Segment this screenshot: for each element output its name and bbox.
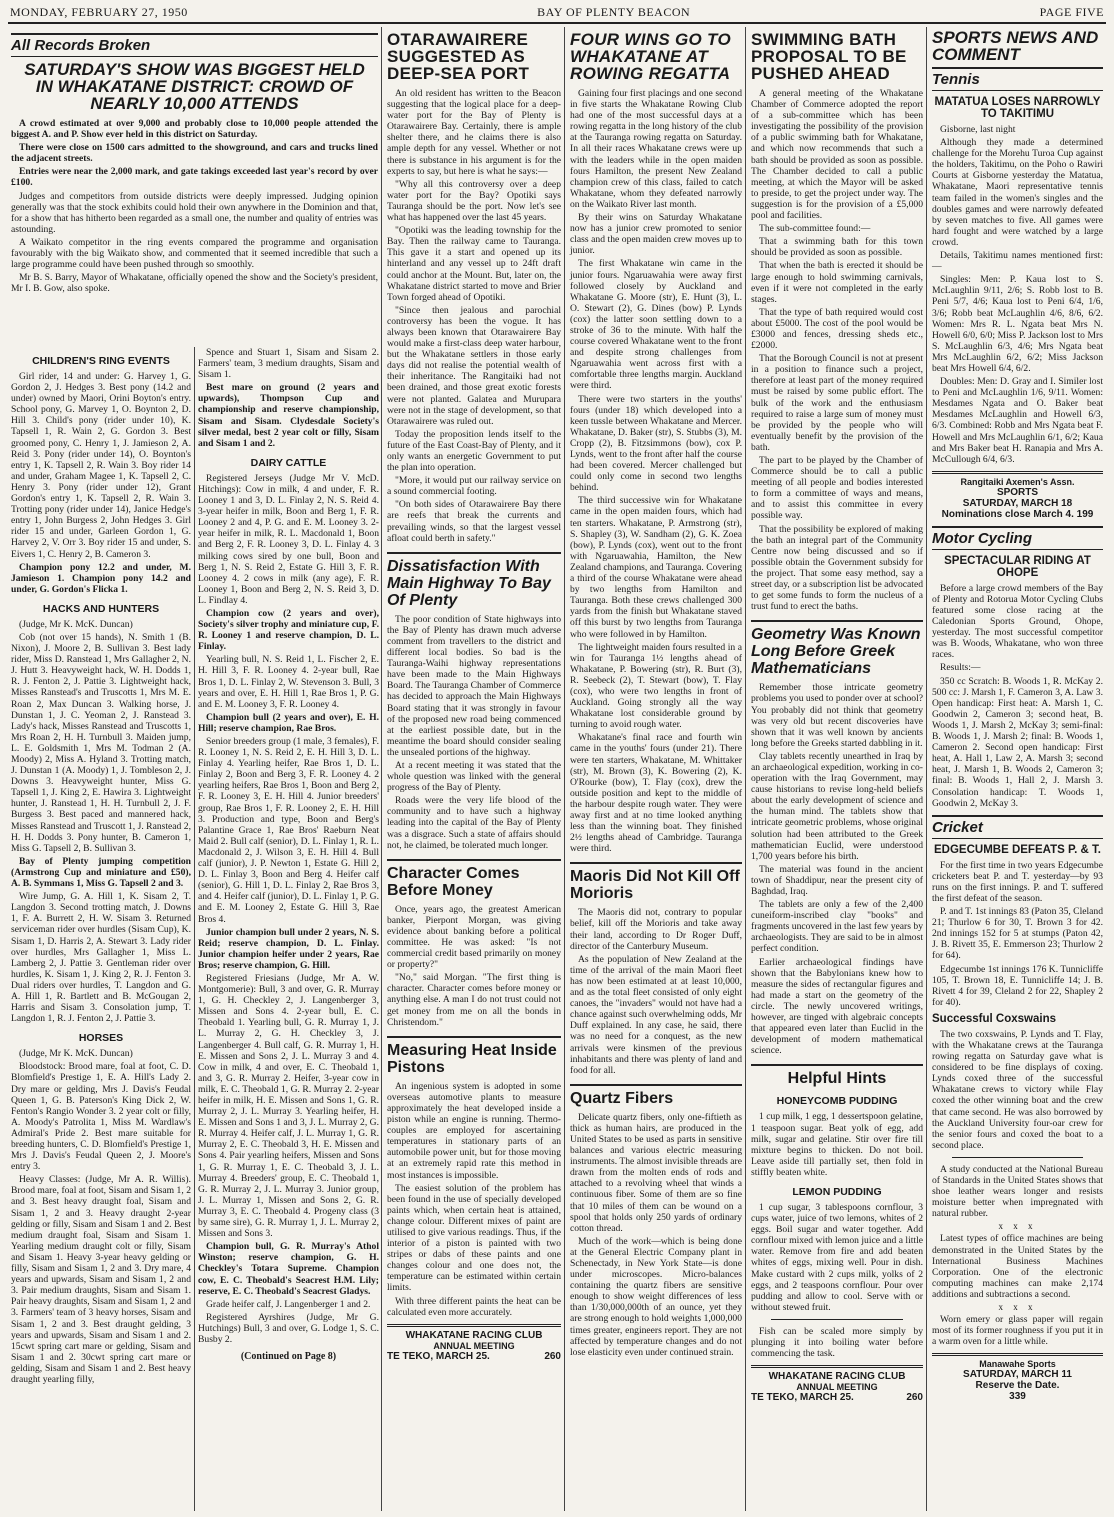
story-paragraph: Before a large crowd members of the Bay of Plenty and Rotorua Motor Cycling Clubs featured some close racing at the Caledonian Sports Ground, Ohope, yesterday. The most successful competitor was B. Woods, Whakatane, who won three races. bbox=[932, 582, 1103, 661]
lead-paragraph: Judges and competitors from outside districts were deeply impressed. Judging opinion generally was that the stock exhibits could hold their own anywhere in the Dominion and that, for a show that has hitherto been regarded as a small one, the number and quality of entries was astounding. bbox=[11, 190, 378, 235]
story-paragraph: Delicate quartz fibers, only one-fiftieth as thick as human hairs, are produced in the United States to be used as parts in sensitive balances and various electric measuring instruments. The almost invisible threads are drawn from the molten ends of rods and attached to a revolving wheel that winds a continuous fiber. Some of them are so fine that 10 miles of them can be wound on a spool that holds only 250 yards of ordinary cotton thread. bbox=[570, 1111, 742, 1234]
story-paragraph: The sub-committee found:— bbox=[759, 223, 871, 235]
lead-intro-paragraph: A crowd estimated at over 9,000 and probably close to 10,000 people attended the biggest A. and P. Show ever held in this district on Saturday. bbox=[11, 118, 378, 141]
lead-kicker: All Records Broken bbox=[11, 33, 378, 57]
results-paragraph: Yearling bull, N. S. Reid 1, L. Fischer 2, E. H. Hill 3, F. R. Looney 4. 2-year bull, Rae Bros 1, D. L. Finlay 2, W. Stevenson 3. Bull, 3 years and over, E. H. Hill 1, Rae Bros 1, P. G. and E. M. Looney 3, F. R. Looney 4. bbox=[198, 654, 379, 710]
coxswains-headline: Successful Coxswains bbox=[932, 1012, 1056, 1025]
maoris-story bbox=[570, 907, 742, 1075]
pistons-headline: Measuring Heat Inside Pistons bbox=[387, 1036, 561, 1076]
divider bbox=[771, 1319, 903, 1320]
lead-intro-paragraph: Entries were near the 2,000 mark, and gate takings exceeded last year's record by over £100. bbox=[11, 166, 378, 189]
results-paragraph: Champion bull, G. R. Murray's Athol Winston; reserve champion, G. H. Checkley's Totara Supreme. Champion cow, E. C. Theobald's Seacrest H.M. Lily; reserve, E. C. Theobald's Seacrest Gladys. bbox=[198, 1241, 379, 1297]
results-paragraph: Champion bull (2 years and over), E. H. Hill; reserve champion, Rae Bros. bbox=[198, 711, 379, 734]
hints-headline: Helpful Hints bbox=[751, 1064, 923, 1087]
lead-headline: SATURDAY'S SHOW WAS BIGGEST HELD IN WHAKATANE DISTRICT: CROWD OF NEARLY 10,000 ATTENDS bbox=[24, 60, 365, 113]
quartz-headline: Quartz Fibers bbox=[570, 1084, 742, 1107]
rowing-story bbox=[570, 88, 742, 854]
results-paragraph: (Judge, Mr K. McK. Duncan) bbox=[19, 1048, 133, 1060]
story-paragraph: Once, years ago, the greatest American banker, Pierpont Morgan, was giving evidence about banking before a political committee. He was asked: "Is not commercial credit based primarily on money or property?" bbox=[387, 903, 561, 971]
rowing-headline: FOUR WINS GO TO WHAKATANE AT ROWING REGATTA bbox=[570, 30, 731, 83]
story-paragraph: Gisborne, last night bbox=[940, 124, 1016, 135]
results-paragraph: (Judge, Mr K. McK. Duncan) bbox=[19, 618, 133, 630]
recipe2-text: 1 cup sugar, 3 tablespoons cornflour, 3 cups water, juice of two lemons, whites of 2 eggs. Boil sugar and water together. Add cornflour mixed with lemon juice and a little water. Remove from fire and add beaten whites of eggs, mixing well. Pour in dish. Make custard with 2 cups milk, yolks of 2 eggs, and 2 teaspoons cornflour. Pour over pudding and allow to cool. Serve with or without stewed fruit. bbox=[751, 1201, 923, 1313]
story-paragraph: The first Whakatane win came in the junior fours. Ngaruawahia were away first followed closely by Auckland and Whakatane G. Moore (str), E. Hunt (3), L. O. Stewart (2), G. Dines (bow) P. Lynds (cox) the latter soon settling down to a stroke of 36 to the minute. With half the course covered Whakatane went to the front and despite strong challenges from Ngaruawahia went across first with a comfortable three lengths margin. Auckland were third. bbox=[570, 258, 742, 392]
results-paragraph: Champion pony 12.2 and under, M. Jamieson 1. Champion pony 14.2 and under, G. Gordon's Flicka 1. bbox=[11, 561, 191, 595]
separator-marks: x x x bbox=[998, 1301, 1037, 1312]
column-sports bbox=[929, 27, 1106, 1511]
story-paragraph: The poor condition of State highways into the Bay of Plenty has drawn much adverse comment from travellers to the district and different local bodies. So bad is the Tauranga-Waihi highway representations have been made to the Main Highways Board. The Tauranga Chamber of Commerce has decided to approach the Main Highways Board stating that it was strongly in favour of the proposed new road being commenced at the earliest possible date, but in the meantime the board should consider sealing the unsealed portions of the highway. bbox=[387, 613, 561, 758]
issue-date: MONDAY, FEBRUARY 27, 1950 bbox=[10, 5, 188, 19]
port-headline: OTARAWAIRERE SUGGESTED AS DEEP-SEA PORT bbox=[387, 30, 530, 83]
lead-intro bbox=[11, 118, 378, 189]
tennis-headline: MATATUA LOSES NARROWLY TO TAKITIMU bbox=[934, 96, 1101, 120]
story-paragraph: The material was found in the ancient town of Shaddipur, near the present city of Baghdad, Iraq. bbox=[751, 863, 923, 897]
maoris-headline: Maoris Did Not Kill Off Morioris bbox=[570, 862, 742, 902]
fish-tip: Fish can be scaled more simply by plunging it into boiling water before commencing the task. bbox=[751, 1325, 923, 1360]
lead-paragraph: A Waikato competitor in the ring events compared the programme and organisation favourably with the big Waikato show, and commented that it seemed incredible that such a large programme could have been pushed through so smoothly. bbox=[11, 236, 378, 271]
continued-note: (Continued on Page 8) bbox=[240, 1351, 337, 1363]
ad-title: WHAKATANE RACING CLUB bbox=[405, 1329, 543, 1341]
ad-sub: ANNUAL MEETING bbox=[433, 1340, 515, 1351]
racing-club-ad-2 bbox=[751, 1365, 923, 1403]
story-paragraph: The easiest solution of the problem has been found in the use of specially developed paints which, when certain heat is attained, change colour. Different mixes of paint are utilised to give various readings. Thus, if the interior of a piston is painted with two stripes or dabs of these paints and one changes colour and one does not, the temperature can be estimated within certain limits. bbox=[387, 1182, 561, 1294]
story-paragraph: Earlier archaeological findings have shown that the Babylonians knew how to measure the sides of rectangular figures and had made a start on the geometry of the circle. The newly uncovered writings, however, are tinged with algebraic concepts that appeared even later than Euclid in the development of modern mathematical science. bbox=[751, 956, 923, 1057]
story-paragraph: Today the proposition lends itself to the future of the East Coast-Bay of Plenty, and it only wants an energetic Government to put the plan into operation. bbox=[387, 428, 561, 474]
story-paragraph: With three different paints the heat can be calculated even more accurately. bbox=[387, 1295, 561, 1318]
recipe1-title: HONEYCOMB PUDDING bbox=[776, 1095, 898, 1108]
story-paragraph: That the type of bath required would cost about £5000. The cost of the pool would be £3000 and fences, dressing sheds etc., £2000. bbox=[751, 306, 923, 352]
racing-club-ad bbox=[387, 1324, 561, 1362]
divider bbox=[952, 1157, 1083, 1158]
lead-story-column bbox=[8, 27, 382, 1511]
story-paragraph: "More, it would put our railway service on a sound commercial footing. bbox=[387, 475, 561, 498]
swimming-story bbox=[751, 88, 923, 612]
coxswains-story: The two coxswains, P. Lynds and T. Flay, with the Whakatane crews at the Tauranga rowing regatta on Saturday gave what is considered to be fine displays of coxing. Lynds coxed three of the successful Whakatane crews to victory while Flay coxed the other winning boat and the crew that came second. He was also borrowed by the Auckland University four-oar crew for the senior fours and coxed the boat to a second place. bbox=[932, 1028, 1103, 1151]
story-paragraph: An ingenious system is adopted in some overseas automotive plants to measure approximately the heat developed inside a piston while an engine is running. Thermo-couples are employed for ascertaining temperatures in stationary parts of an automobile power unit, but for those moving at an extremely rapid rate this method in most instances is impossible. bbox=[387, 1080, 561, 1181]
highway-headline: Dissatisfaction With Main Highway To Bay Of Plenty bbox=[387, 552, 561, 609]
ad-num: 260 bbox=[544, 1350, 561, 1362]
results-paragraph: Senior breeders group (1 male, 3 females), F. R. Looney 1, N. S. Reid 2, E. H. Hill 3, D. L. Finlay 4. Yearling heifer, Rae Bros 1, D. L. Finlay 2, Boon and Berg 3, F. R. Looney 4. 2 yearling heifers, Rae Bros 1, Boon and Berg 2, F. R. Looney 3, E. H. Hill 4. Junior breeders' group, Rae Bros 1, F. R. Looney 2, E. H. Hill 3. Production and type, Boon and Berg's Palantine Grace 1, Rae Bros' Raeburn Neat Maid 2. Bull calf (senior), D. L. Finlay 1, R. L. Macdonald 2, J. Wilson 3, E. H. Hill 4. Bull calf (junior), J. P. Newton 1, Estate G. Hill 2, D. L. Finlay 3, Boon and Berg 4. Heifer calf (senior), G. Hill 1, D. L. Finlay 2, Rae Bros 3, and 4. Heifer calf (junior), D. L. Finlay 1, P. G. and E. M. Looney 2, Estate G. Hill 3, Rae Bros 4. bbox=[198, 736, 379, 925]
recipe2-title: LEMON PUDDING bbox=[792, 1185, 882, 1198]
swimming-headline: SWIMMING BATH PROPOSAL TO BE PUSHED AHEAD bbox=[751, 30, 907, 83]
results-heading: HACKS AND HUNTERS bbox=[42, 602, 160, 615]
column-swimming bbox=[748, 27, 927, 1511]
story-paragraph: Doubles: Men: D. Gray and I. Similer lost to Peni and McLaughlin 1/6, 9/11. Women: Mesdames Ngata and O. Baker beat Mesdames McLaughlin and Howell 6/3, 6/3. Combined: Robb and Mrs Ngata beat F. Howell and Mrs McLaughlin 6/1, 6/2; Kaua and Mrs Baker beat H. Ranapia and Mrs A. McCullough 6/4, 6/3. bbox=[932, 376, 1103, 465]
results-paragraph: Best mare on ground (2 years and upwards), Thompson Cup and championship and reserve championship, Sisam and Sisam. Clydesdale Society's silver medal, best 2 year colt or filly, Sisam and Sisam 1 and 2. bbox=[198, 382, 379, 449]
story-paragraph: At a recent meeting it was stated that the whole question was linked with the general progress of the Bay of Plenty. bbox=[387, 759, 561, 794]
results-paragraph: Grade heifer calf, J. Langenberger 1 and 2. bbox=[206, 1298, 371, 1310]
story-paragraph: An old resident has written to the Beacon suggesting that the logical place for a deep-water port for the Bay of Plenty is Otarawairere Bay. Certainly, there is ample shelter there, and he claims there is also ample depth for any vessel. Whether or not there is substance in his argument is for the experts to say, but here is what he says:— bbox=[387, 88, 561, 177]
lead-intro-paragraph: There were close on 1500 cars admitted to the showground, and cars and trucks lined the adjacent streets. bbox=[11, 142, 378, 165]
results-paragraph: Wire Jump, G. A. Hill 1, K. Sisam 2, T. Langdon 3. Second trotting match, J. Downs 1, F. A. Burrett 2, H. W. Sisam 3. Returned serviceman rider over hurdles (Sisam Cup), K. Sisam 1, D. Harris 2, A. Stewart 3. Lady rider over hurdles, Mrs Gallagher 1, Miss L. Lamberg 2, J. Pattie 3. Gentleman rider over hurdles, K. Sisam 1, J. King 2, R. J. Fenton 3. Dual riders over hurdles, T. Langdon and G. A. Hill 1, R. Bartlett and B. McGougan 2, Harris and Sisam 3. Consolation jump, T. Langdon 1, R. J. Fenton 2, J. Pattie 3. bbox=[11, 891, 191, 1025]
ad-line: 339 bbox=[1009, 1391, 1026, 1403]
manawahe-ad bbox=[932, 1353, 1103, 1402]
story-paragraph: A general meeting of the Whakatane Chamber of Commerce adopted the report of a sub-committee which has been investigating the possibility of the provision of a public swimming bath for Whakatane, and which now recommends that such a bath should be provided as soon as possible. The Chamber decided to call a public meeting, at which the Mayor will be asked to preside, to get the project under way. The suggestion is for the provision of a £5,000 pool and facilities. bbox=[751, 88, 923, 222]
ad-line: Nominations close March 4. 199 bbox=[941, 508, 1094, 520]
story-paragraph: "Opotiki was the leading township for the Bay. Then the railway came to Tauranga. This gave it a start and opened up its hinterland and any vessel up to 24ft draft could anchor at the Mount. But, later on, the Whakatane district started to move and Brier Town forged ahead of Opotiki. bbox=[387, 225, 561, 303]
ad-line: Reserve the Date. bbox=[975, 1380, 1060, 1392]
story-paragraph: As the population of New Zealand at the time of the arrival of the main Maori fleet has now been estimated at at least 10,000, and as the total fleet consisted of only eight canoes, the "invaders" would not have had a chance against such overwhelming odds, Mr Duff explained. In any case, he said, there was no need for a conquest, as the new arrivals were kinsmen of the previous inhabitants and there was plenty of land and food for all. bbox=[570, 953, 742, 1076]
ad-line: SATURDAY, MARCH 18 bbox=[962, 497, 1073, 509]
paper-name: BAY OF PLENTY BEACON bbox=[537, 5, 691, 19]
story-paragraph: Edgecumbe 1st innings 176 K. Tunnicliffe 105, T. Brown 18, E. Tunnicliffe 14; J. B. Rivett 4 for 39, Cleland 2 for 22, Shapley 2 for 40). bbox=[932, 963, 1103, 1008]
story-paragraph: Singles: Men: P. Kaua lost to S. McLaughlin 9/11, 2/6; S. Robb lost to B. Peni 5/7, 4/6; Kaua lost to Peni 6/4, 1/6, 3/6; Robb beat McLaughlin 4/6, 8/6, 6/2. Women: Mrs R. L. Ngata beat Mrs N. Howell 6/0, 6/0; Miss P. Jackson lost to Mrs S. McLaughlin 6/3, 4/6; Mrs Ngata beat Mrs McLaughlin 6/2, 6/2; Miss Jackson beat Mrs Howell 6/4, 6/2. bbox=[932, 274, 1103, 374]
lead-paragraph: Mr B. S. Barry, Mayor of Whakatane, officially opened the show and the Society's president, Mr I. B. Gow, also spoke. bbox=[11, 272, 378, 295]
story-paragraph: Roads were the very life blood of the community and to have such a highway leading into the capital of the Bay of Plenty was a disgrace. Such a state of affairs should not, he claimed, be tolerated much longer. bbox=[387, 795, 561, 851]
ad-line: Rangitaiki Axemen's Assn. bbox=[960, 476, 1075, 487]
results-paragraph: Bloodstock: Brood mare, foal at foot, C. D. Blomfield's Prestige 1, E. A. Hill's Lady 2. Dry mare or gelding, Mrs J. Davis's Feudal Queen 1, G. B. Paterson's King Dick 2, W. Fenton's Rangio Wonder 3. 2 year colt or filly, A. Moody's Patrolita 1, Miss M. Wardlaw's Admiral's Pride 2. Best mare suitable for breeding hunters, C. D. Blomfield's Prestige 1, Mrs J. Davis's Feudal Queen 2, J. Moore's entry 3. bbox=[11, 1061, 191, 1173]
cricket-section: Cricket bbox=[932, 815, 1103, 839]
page-number: PAGE FIVE bbox=[1039, 5, 1104, 19]
story-paragraph: The part to be played by the Chamber of Commerce should be to call a public meeting of all people and bodies interested to form a committee of ways and means, and to assist this committee in every possible way. bbox=[751, 455, 923, 522]
cricket-headline: EDGECUMBE DEFEATS P. & T. bbox=[934, 843, 1101, 856]
story-paragraph: Much of the work—which is being done at the General Electric Company plant in Schenectady, in New York State—is done under microscopes. Micro-balances containing the quartz fibers are sensitive enough to show weight differences of less than 1/30,000,000th of an ounce, yet they are strong enough to hold weights 1,000,000 times greater, engineers report. They are not affected by temperature changes and do not lose elasticity even under continued strain. bbox=[570, 1235, 742, 1358]
results-heading: CHILDREN'S RING EVENTS bbox=[32, 355, 170, 367]
results-paragraph: Registered Ayrshires (Judge, Mr G. Hutchings) Bull, 3 and over, G. Lodge 1, S. C. Busby 2. bbox=[198, 1311, 379, 1345]
story-paragraph: For the first time in two years Edgecumbe cricketers beat P. and T. yesterday—by 93 runs on the first innings. P. and T. suffered the first defeat of the season. bbox=[932, 859, 1103, 904]
recipe1-text: 1 cup milk, 1 egg, 1 dessertspoon gelatine, 1 teaspoon sugar. Beat yolk of egg, add milk, sugar and gelatine. Stir over fire till mixture begins to thicken. Do not boil. Leave aside till partially set, then fold in stiffly beaten white. bbox=[751, 1111, 923, 1178]
ad-line: SATURDAY, MARCH 11 bbox=[963, 1369, 1072, 1381]
results-paragraph: Heavy Classes: (Judge, Mr A. R. Willis). Brood mare, foal at foot, Sisam and Sisam 1, 2 and 3. Best heavy draught foal, Sisam and Sisam 1, 2 and 3. Heavy draught 2-year gelding or filly, Sisam and Sisam 1 and 2. Best medium draught foal, Sisam and Sisam 1. Yearling medium draught colt or filly, Sisam and Sisam 1. Heavy 3-year heavy gelding or filly, Sisam and Sisam 1, 2 and 3. Dry mare, 4 years and upwards, Sisam and Sisam 1, 2 and 3. Pair medium draughts, Sisam and Sisam 1. Pair heavy draughts, Sisam and Sisam 1, 2 and 3. Farmers' team of 3 heavy horses, Sisam and Sisam 1, 2 and 3. Best draught gelding, 3 years and upwards, Sisam and Sisam 1 and 2. 15cwt spring cart mare or gelding, Sisam and Sisam 1 and 2. 30cwt spring cart mare or gelding, Sisam and Sisam 1 and 2. Best heavy draught yearling filly, bbox=[11, 1174, 191, 1385]
port-story bbox=[387, 88, 561, 544]
story-paragraph: The lightweight maiden fours resulted in a win for Tauranga 1½ lengths ahead of Whakatane, P. Bowering (str), R. Burt (3), R. Seebeck (2), T. Stewart (bow), T. Flay (cox), who were two lengths in front of Auckland. Going strongly all the way Whakatane lost considerable ground by turning to avoid rough water. bbox=[570, 641, 742, 731]
ad-num: 260 bbox=[906, 1392, 923, 1404]
ad-place: TE TEKO, MARCH 25. bbox=[751, 1392, 854, 1404]
story-paragraph: The third successive win for Whakatane came in the open maiden fours, which had ten starters. Whakatane, P. Armstrong (str), S. Shapley (3), W. Sandham (2), G. K. Zoea (bow), P. Lynds (cox), went out to the front with Ngaruawahia, Hamilton, the New Zealand champions, and Tauranga. Covering a third of the course Whakatane were ahead by two lengths from Hamilton and Tauranga. Both these crews challenged 300 yards from the finish but Whakatane staved off this burst by two lengths from Tauranga who were followed in by Hamilton. bbox=[570, 495, 742, 640]
sports-title: SPORTS NEWS AND COMMENT bbox=[932, 28, 1099, 64]
ad-sub: ANNUAL MEETING bbox=[796, 1382, 878, 1393]
geometry-headline: Geometry Was Known Long Before Greek Mathematicians bbox=[751, 620, 923, 677]
story-paragraph: That the Borough Council is not at present in a position to finance such a project, therefore at least part of the money required must be raised by some public effort. The bulk of the work and the enthusiasm required to raise a large sum of money must be provided by the people who will eventually benefit by the provision of the bath. bbox=[751, 353, 923, 453]
tennis-section: Tennis bbox=[932, 67, 1103, 91]
pistons-story bbox=[387, 1081, 561, 1318]
misc-paragraph: Latest types of office machines are being demonstrated in the United States by the International Business Machines Corporation. One of the electronic computing machines can make 2,174 additions and subtractions a second. bbox=[932, 1233, 1103, 1300]
results-heading: DAIRY CATTLE bbox=[250, 456, 327, 469]
story-paragraph: By their wins on Saturday Whakatane now has a junior crew promoted to senior class and the open maiden crew moves up to junior. bbox=[570, 212, 742, 257]
column-port bbox=[384, 27, 565, 1511]
story-paragraph: "Why all this controversy over a deep water port for the Bay? Opotiki says Tauranga should be the port. Now let's see what has happened over the last 45 years. bbox=[387, 178, 561, 224]
story-paragraph: Clay tablets recently unearthed in Iraq by an archaeological expedition, working in co-operation with the Iraq Government, may cause historians to revise long-held beliefs about the early development of science and the human mind. The tablets show that intricate geometric problems, whose original solution had been attributed to the Greek mathematician Euclid, were understood 1,700 years before his birth. bbox=[751, 750, 923, 862]
story-paragraph: The Maoris did not, contrary to popular belief, kill off the Morioris and take away their land, according to Dr Roger Duff, director of the Canterbury Museum. bbox=[570, 907, 742, 952]
results-paragraph: Bay of Plenty jumping competition (Armstrong Cup and miniature and £50), A. B. Symmans 1, Miss G. Tapsell 2 and 3. bbox=[11, 855, 191, 890]
story-paragraph: Gaining four first placings and one second in five starts the Whakatane Rowing Club had one of the most successful days at a rowing regatta in the long history of the club at the Tauranga rowing regatta on Saturday. In all their races Whakatane crews were up with the leaders while in the open maiden fours Hamilton, the present New Zealand champion crew of this class, failed to catch Whakatane, whom they defeated narrowly on the Waikato River last month. bbox=[570, 88, 742, 210]
ad-place: TE TEKO, MARCH 25. bbox=[387, 1350, 490, 1362]
story-paragraph: That the possibility be explored of making the bath an integral part of the Community Centre now being discussed and so if possible obtain the Government subsidy for the project. That some easy method, say a street day, or a subscription list be advocated to get some funds to form the nucleus of a trust fund to erect the baths. bbox=[751, 523, 924, 613]
story-paragraph: The tablets are only a few of the 2,400 cuneiform-inscribed clay "books" and fragments uncovered in the last few years by archaeologists. They are said to be in almost perfect condition. bbox=[751, 899, 923, 955]
character-headline: Character Comes Before Money bbox=[387, 859, 561, 899]
story-paragraph: "Since then jealous and parochial controversy has been the vogue. It has always been known that Otarawairere Bay would make a first-class deep water harbour, but the Whakatane settlers in those early days did not realise the potential wealth of their inheritance. The Rangitaiki had not been drained, and those great exotic forests were not planted. Galatea and Murupara were not in the stage of development, so that Otarawairere was ruled out. bbox=[387, 304, 561, 427]
motor-story bbox=[932, 583, 1103, 809]
geometry-story bbox=[751, 682, 923, 1056]
story-paragraph: Details, Takitimu names mentioned first:— bbox=[932, 250, 1103, 273]
story-paragraph: "On both sides of Otarawairere Bay there are reefs that break the currents and prevailing winds, so that the largest vessel afloat could berth in safety." bbox=[387, 499, 561, 544]
story-paragraph: "No," said Morgan. "The first thing is character. Character comes before money or anything else. A man I do not trust could not get money from me on all the bonds in Christendom." bbox=[387, 972, 561, 1028]
ad-title: WHAKATANE RACING CLUB bbox=[768, 1371, 906, 1383]
results-paragraph: Spence and Stuart 1, Sisam and Sisam 2. Farmers' team, 3 medium draughts, Sisam and Sisam 1. bbox=[198, 347, 379, 381]
misc-paragraph: Worn emery or glass paper will regain most of its former roughness if you put it in a warm oven for a little while. bbox=[932, 1313, 1103, 1348]
separator-marks: x x x bbox=[998, 1221, 1037, 1232]
ad-line: SPORTS bbox=[996, 486, 1039, 498]
character-story bbox=[387, 904, 561, 1028]
lead-body bbox=[11, 191, 378, 295]
quartz-story bbox=[570, 1112, 742, 1358]
story-paragraph: 350 cc Scratch: B. Woods 1, R. McKay 2. 500 cc: J. Marsh 1, F. Cameron 3, A. Law 3. Open handicap: First heat: A. Marsh 1, C. Goodwin 2, Cameron 3; second heat, B. Woods 1, J. Marsh 2, McKay 3; semi-final: B. Woods 1, J. Marsh 2; final: B. Woods 1, Cameron 2. Second open handicap: First heat, A. Hall 1, Law 2, A. Marsh 3; second heat, J. Marsh 1, B. Woods 2, Cameron 3; final: B. Woods 1, Hall 2, J. Marsh 3. Consolation handicap: T. Woods 1, Goodwin 2, McKay 3. bbox=[932, 675, 1103, 809]
results-paragraph: Champion cow (2 years and over), Society's silver trophy and miniature cup, F. R. Looney 1 and reserve champion, D. L. Finlay. bbox=[198, 607, 379, 653]
results-paragraph: Girl rider, 14 and under: G. Harvey 1, G. Gordon 2, J. Hedges 3. Best pony (14.2 and under) owned by Maori, Orini Boyton's entry. School pony, G. Marvey 1, O. Boynton 2, D. Hill 3. Child's pony (rider under 10), K. Tapsell 1, R. Wain 2, G. Gordon 3. Best groomed pony, C. Henry 1, J. Jamieson 2, A. Reid 3. Pony (rider under 14), O. Boynton's entry 1, K. Tapsell 2, R. Wain 3. Boy rider 14 and under, Graham Magee 1, K. Tapsell 2, C. Henry 3. Pony (rider under 12), Grant Gordon's entry 1, K. Tapsell 2, R. Wain 3. Trotting pony (rider under 14), Janice Hedge's entry 1, John Burgess 2, John Hedges 3. Girl rider 15 and under, Garleen Gordon 1, G. Harvey 2, V. Orr 3. Boy rider 15 and under, S. Eivers 1, C. Henry 2, B. Cameron 3. bbox=[11, 371, 191, 560]
misc-paragraph: A study conducted at the National Bureau of Standards in the United States shows that shoe leather wears longer and resists moisture better when impregnated with natural rubber. bbox=[932, 1163, 1103, 1220]
story-paragraph: There were two starters in the youths' fours (under 18) which developed into a keen tussle between Whakatane and Mercer. Whakatane, D. Baker (str), S. Stubbs (3), M. Cropp (2), B. Fitzsimmons (bow), cox P. Lynds, went to the front after half the course had been covered. Mercer challenged but could only come in second two lengths behind. bbox=[570, 393, 742, 494]
column-rowing bbox=[567, 27, 746, 1511]
story-paragraph: Although they made a determined challenge for the Morehu Turoa Cup against the holders, Takitimu, on the Poho o Rawiri Courts at Gisborne yesterday the Matatua, Whakatane, Maori representative tennis team failed in the women's singles and the doubles games and were narrowly defeated by seven matches to five. All games were hard fought and were watched by a large crowd. bbox=[932, 137, 1103, 248]
tennis-story bbox=[932, 124, 1103, 465]
misc-items bbox=[932, 1164, 1103, 1347]
show-results-right bbox=[195, 347, 382, 1511]
ad-line: Manawahe Sports bbox=[979, 1359, 1056, 1370]
motor-section: Motor Cycling bbox=[932, 526, 1103, 550]
cricket-story bbox=[932, 860, 1103, 1008]
story-paragraph: Remember those intricate geometry problems you used to ponder over at school? You probably did not think that geometry was very old but recent discoveries have shown that it was well known by ancients long before the Greeks started dabbling in it. bbox=[751, 682, 923, 749]
results-heading: HORSES bbox=[78, 1032, 124, 1045]
results-paragraph: Registered Friesians (Judge, Mr A. W. Montgomerie): Bull, 3 and over, G. R. Murray 1, G. H. Checkley 2, J. Langenberger 3, Missen and Sons 4. 2-year bull, E. C. Theobald 1. Yearling bull, G. R. Murray 1, J. L. Murray 2, G. H. Checkley 3, J. Langenberger 4. Bull calf, G. R. Murray 1, H. E. Missen and Sons 2, J. L. Murray 3 and 4. Cow in milk, 4 and over, E. C. Theobald 1, and 3, G. R. Murray 2. Heifer, 3-year cow in milk, E. C. Theobald 1, G. R. Murray 2. 2-year heifer in milk, H. E. Missen and Sons 1, G. R. Murray 2, J. L. Murray 3. Yearling heifer, H. E. Missen and Sons 1 and 3, J. L. Murray 2, G. R. Murray 4. Heifer calf, J. L. Murray 1, G. R. Murray 2, E. C. Theobald 3, H. E. Missen and Sons 4. Pair yearling heifers, Missen and Sons 1, G. R. Murray 1, E. C. Theobald 3, J. L. Murray 4. Breeders' group, E. C. Theobald 1, G. R. Murray 2, J. L. Murray 3. Junior group, J. L. Murray 1, Missen and Sons 2, G. R. Murray 3, E. C. Theobald 4. Progeny class (3 by same sire), G. R. Murray 1, J. L. Murray 2, Missen and Sons 3. bbox=[198, 972, 379, 1240]
story-paragraph: That when the bath is erected it should be large enough to hold swimming carnivals, even if it were not completed in the early stages. bbox=[751, 260, 923, 305]
axemen-ad bbox=[932, 471, 1103, 520]
masthead bbox=[8, 6, 1106, 24]
story-paragraph: P. and T. 1st innings 83 (Paton 35, Cleland 21; Thurlow 6 for 30, T. Brown 3 for 42. 2nd innings 152 for 5 at stumps (Paton 42, J. B. Rivett 35, E. Emmerson 23; Thurlow 2 for 64). bbox=[932, 906, 1104, 962]
highway-story bbox=[387, 614, 561, 851]
results-paragraph: Cob (not over 15 hands), N. Smith 1 (B. Nixon), J. Moore 2, B. Sullivan 3. Best lady rider, Miss D. Ranstead 1, Mrs Gallagher 2, N. J. Hutt 3. Heavyweight hack, W. H. Dodds 1, R. J. Fenton 2, J. Pattie 3. Lightweight hack, Misses Ranstead's and Truscotts 1, Mrs M. E. Roan 2, Max Duncan 3. Walking horse, J. Dunstan 1, J. C. Yeoman 2, J. Ranstead 3. Lady's hack, Misses Ranstead and Truscotts 1, Mrs Roan 2, H. H. Turnbull 3. Maiden jump, L. E. Goldsmith 1, Mrs M. Todman 2 (A. Moody) 2, Miss A. Hyland 3. Trotting match, J. Dunstan 1 (A. Moody) 1, J. Tombleson 2, J. Downs 3. Heavyweight hunter, Miss G. Tapsell 1, J. King 2, E. Hawira 3. Lightweight hunter, J. Ranstead 1, H. H. Turnbull 2, J. F. Burgess 3. Best paced and mannered hack, Misses Ranstead and Truscott 1, J. Ranstead 2, H. H. Dodds 3. Pony hunter, B. Cameron 1, Miss G. Tapsell 2, B. Sullivan 3. bbox=[11, 631, 191, 854]
motor-headline: SPECTACULAR RIDING AT OHOPE bbox=[944, 554, 1091, 579]
story-paragraph: Results:— bbox=[940, 662, 981, 674]
results-paragraph: Junior champion bull under 2 years, N. S. Reid; reserve champion, D. L. Finlay. Junior champion heifer under 2 years, Rae Bros; reserve champion, G. Hill. bbox=[198, 926, 379, 971]
show-results-left bbox=[8, 347, 195, 1511]
story-paragraph: That a swimming bath for this town should be provided as soon as possible. bbox=[751, 236, 923, 259]
results-paragraph: Registered Jerseys (Judge Mr V. McD. Hitchings): Cow in milk, 4 and under, F. R. Looney 1 and 3, D. L. Finlay 2, N. S. Reid 4. 3-year heifer in milk, Boon and Berg 1, F. R. Looney 2 and 4, P. G. and E. M. Looney 3. 2-year heifer in milk, R. L. Macdonald 1, Boon and Berg 2, F. R. Looney 3, D. L. Finlay 4. 3 milking cows sired by one bull, Boon and Berg 1, N. S. Reid 2, Estate G. Hill 3, F. R. Looney 4. 2 cows in milk (any age), F. R. Looney 1, Boon and Berg 2, N. S. Reid 3, D. L. Findlay 4. bbox=[198, 472, 379, 606]
story-paragraph: Whakatane's final race and fourth win came in the youths' fours (under 21). There were ten starters, Whakatane, M. Whittaker (str), M. Brown (3), K. Bowering (2), K. O'Rourke (bow), T. Flay (cox), drew the outside position and kept to the middle of the harbour despite rough water. They were away first and at no time looked anything less than the winning boat. They finished 2½ lengths ahead of Cambridge. Tauranga were third. bbox=[570, 732, 742, 855]
